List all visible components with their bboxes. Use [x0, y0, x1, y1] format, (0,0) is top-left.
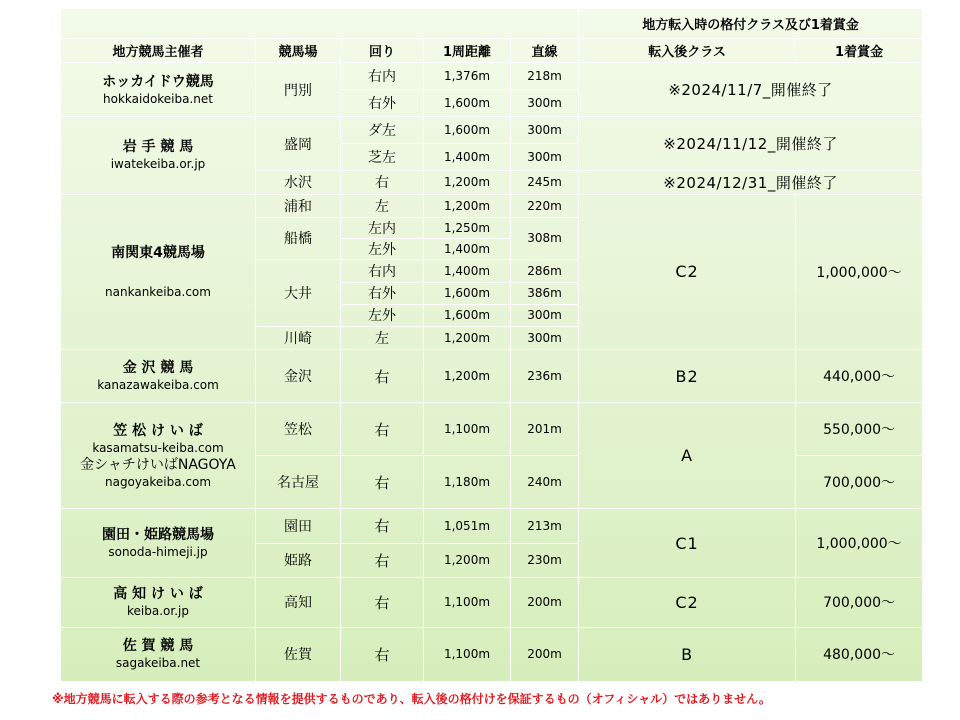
- organizer-cell: [61, 63, 256, 117]
- col-straight: 直線: [511, 39, 579, 63]
- straight-cell: 245m: [511, 171, 579, 194]
- distance-cell: 1,600m: [424, 117, 511, 144]
- table-row: [61, 63, 923, 90]
- class-cell: B2: [579, 349, 796, 402]
- prize-cell: 1,000,000～: [796, 194, 923, 349]
- turn-cell: 左外: [341, 304, 424, 326]
- organizer-name: 笠 松 け い ば: [113, 422, 203, 439]
- distance-cell: 1,200m: [424, 349, 511, 402]
- organizer-url: hokkaidokeiba.net: [103, 91, 213, 106]
- prize-cell: 700,000～: [796, 577, 923, 627]
- table-row: [61, 627, 923, 681]
- organizer-url: nagoyakeiba.com: [104, 474, 212, 489]
- track-cell: 川崎: [256, 326, 341, 349]
- distance-cell: 1,250m: [424, 217, 511, 238]
- distance-cell: 1,376m: [424, 63, 511, 90]
- prize-cell: 440,000～: [796, 349, 923, 402]
- organizer-url: sagakeiba.net: [115, 656, 201, 671]
- turn-cell: 左外: [341, 238, 424, 259]
- track-cell: 水沢: [256, 171, 341, 194]
- closed-note: ※2024/11/7_開催終了: [579, 63, 923, 117]
- turn-cell: 芝左: [341, 144, 424, 171]
- straight-cell: 300m: [511, 326, 579, 349]
- distance-cell: 1,200m: [424, 171, 511, 194]
- track-cell: 大井: [256, 259, 341, 326]
- header-blank: [61, 9, 579, 39]
- turn-cell: 左: [341, 194, 424, 217]
- turn-cell: 右: [341, 577, 424, 627]
- prize-cell: 1,000,000～: [796, 509, 923, 577]
- organizer-cell: [61, 577, 256, 627]
- track-cell: 盛岡: [256, 117, 341, 171]
- straight-cell: 200m: [511, 627, 579, 681]
- straight-cell: 200m: [511, 577, 579, 627]
- track-cell: 名古屋: [256, 456, 341, 509]
- prize-cell: 550,000～: [796, 403, 923, 456]
- distance-cell: 1,100m: [424, 403, 511, 456]
- organizer-name: 園田・姫路競馬場: [102, 527, 214, 544]
- distance-cell: 1,400m: [424, 144, 511, 171]
- straight-cell: 286m: [511, 259, 579, 282]
- class-cell: C1: [579, 509, 796, 577]
- prize-cell: 480,000～: [796, 627, 923, 681]
- organizer-url: keiba.or.jp: [127, 604, 189, 619]
- turn-cell: 右: [341, 349, 424, 402]
- class-cell: C2: [579, 194, 796, 349]
- turn-cell: 右: [341, 171, 424, 194]
- closed-note: ※2024/11/12_開催終了: [579, 117, 923, 171]
- straight-cell: 300m: [511, 144, 579, 171]
- distance-cell: 1,400m: [424, 238, 511, 259]
- class-cell: C2: [579, 577, 796, 627]
- track-cell: 船橋: [256, 217, 341, 259]
- straight-cell: 213m: [511, 509, 579, 543]
- closed-note: ※2024/12/31_開催終了: [579, 171, 923, 194]
- organizer-cell: [61, 194, 256, 349]
- organizer-url: kasamatsu-keiba.com: [92, 440, 224, 455]
- class-cell: B: [579, 627, 796, 681]
- table-row: [61, 117, 923, 144]
- organizer-cell: [61, 403, 256, 509]
- straight-cell: 220m: [511, 194, 579, 217]
- col-organizer: 地方競馬主催者: [61, 39, 256, 63]
- turn-cell: 右: [341, 456, 424, 509]
- organizer-name: 南関東4競馬場: [111, 244, 205, 261]
- distance-cell: 1,200m: [424, 543, 511, 577]
- track-cell: 佐賀: [256, 627, 341, 681]
- class-cell: A: [579, 403, 796, 509]
- straight-cell: 240m: [511, 456, 579, 509]
- track-cell: 園田: [256, 509, 341, 543]
- table-row: [61, 349, 923, 402]
- distance-cell: 1,600m: [424, 90, 511, 117]
- straight-cell: 300m: [511, 90, 579, 117]
- turn-cell: 左: [341, 326, 424, 349]
- track-cell: 笠松: [256, 403, 341, 456]
- track-cell: 金沢: [256, 349, 341, 402]
- turn-cell: 右: [341, 627, 424, 681]
- straight-cell: 300m: [511, 117, 579, 144]
- col-turn: 回り: [341, 39, 424, 63]
- turn-cell: 右: [341, 543, 424, 577]
- table-row: [61, 403, 923, 456]
- organizer-url: iwatekeiba.or.jp: [110, 157, 206, 172]
- organizer-name: 佐 賀 競 馬: [122, 638, 194, 655]
- organizer-name: 金 沢 競 馬: [122, 360, 194, 377]
- header-group-title: 地方転入時の格付クラス及び1着賞金: [579, 9, 923, 39]
- col-class: 転入後クラス: [579, 39, 796, 63]
- organizer-cell: [61, 627, 256, 681]
- disclaimer-note: ※地方競馬に転入する際の参考となる情報を提供するものであり、転入後の格付けを保証するもの（オフィシャル）ではありません。: [52, 692, 771, 706]
- distance-cell: 1,200m: [424, 326, 511, 349]
- straight-cell: 218m: [511, 63, 579, 90]
- table-row: [61, 509, 923, 543]
- straight-cell: 308m: [511, 217, 579, 259]
- distance-cell: 1,100m: [424, 577, 511, 627]
- distance-cell: 1,600m: [424, 282, 511, 304]
- straight-cell: 386m: [511, 282, 579, 304]
- track-cell: 浦和: [256, 194, 341, 217]
- distance-cell: 1,400m: [424, 259, 511, 282]
- distance-cell: 1,051m: [424, 509, 511, 543]
- organizer-cell: [61, 117, 256, 194]
- prize-cell: 700,000～: [796, 456, 923, 509]
- organizer-name: 高 知 け い ば: [113, 586, 203, 603]
- turn-cell: 右: [341, 509, 424, 543]
- straight-cell: 300m: [511, 304, 579, 326]
- straight-cell: 236m: [511, 349, 579, 402]
- distance-cell: 1,200m: [424, 194, 511, 217]
- turn-cell: 右内: [341, 259, 424, 282]
- distance-cell: 1,180m: [424, 456, 511, 509]
- header-group-row: [61, 9, 923, 39]
- transfer-class-table: [60, 8, 923, 682]
- table-row: [61, 194, 923, 217]
- organizer-cell: [61, 349, 256, 402]
- track-cell: 姫路: [256, 543, 341, 577]
- col-prize: 1着賞金: [796, 39, 923, 63]
- straight-cell: 201m: [511, 403, 579, 456]
- track-cell: 高知: [256, 577, 341, 627]
- table-row: [61, 577, 923, 627]
- col-track: 競馬場: [256, 39, 341, 63]
- straight-cell: 230m: [511, 543, 579, 577]
- turn-cell: 右外: [341, 90, 424, 117]
- turn-cell: ダ左: [341, 117, 424, 144]
- organizer-url: sonoda-himeji.jp: [108, 545, 208, 560]
- distance-cell: 1,600m: [424, 304, 511, 326]
- organizer-name: ホッカイドウ競馬: [102, 73, 214, 90]
- organizer-url: nankankeiba.com: [105, 284, 211, 299]
- organizer-cell: [61, 509, 256, 577]
- organizer-name: 岩 手 競 馬: [122, 139, 194, 156]
- turn-cell: 右: [341, 403, 424, 456]
- distance-cell: 1,100m: [424, 627, 511, 681]
- track-cell: 門別: [256, 63, 341, 117]
- turn-cell: 右内: [341, 63, 424, 90]
- header-row: [61, 39, 923, 63]
- col-distance: 1周距離: [424, 39, 511, 63]
- organizer-url: kanazawakeiba.com: [97, 378, 219, 393]
- turn-cell: 右外: [341, 282, 424, 304]
- organizer-name: 金シャチけいばNAGOYA: [80, 456, 236, 473]
- turn-cell: 左内: [341, 217, 424, 238]
